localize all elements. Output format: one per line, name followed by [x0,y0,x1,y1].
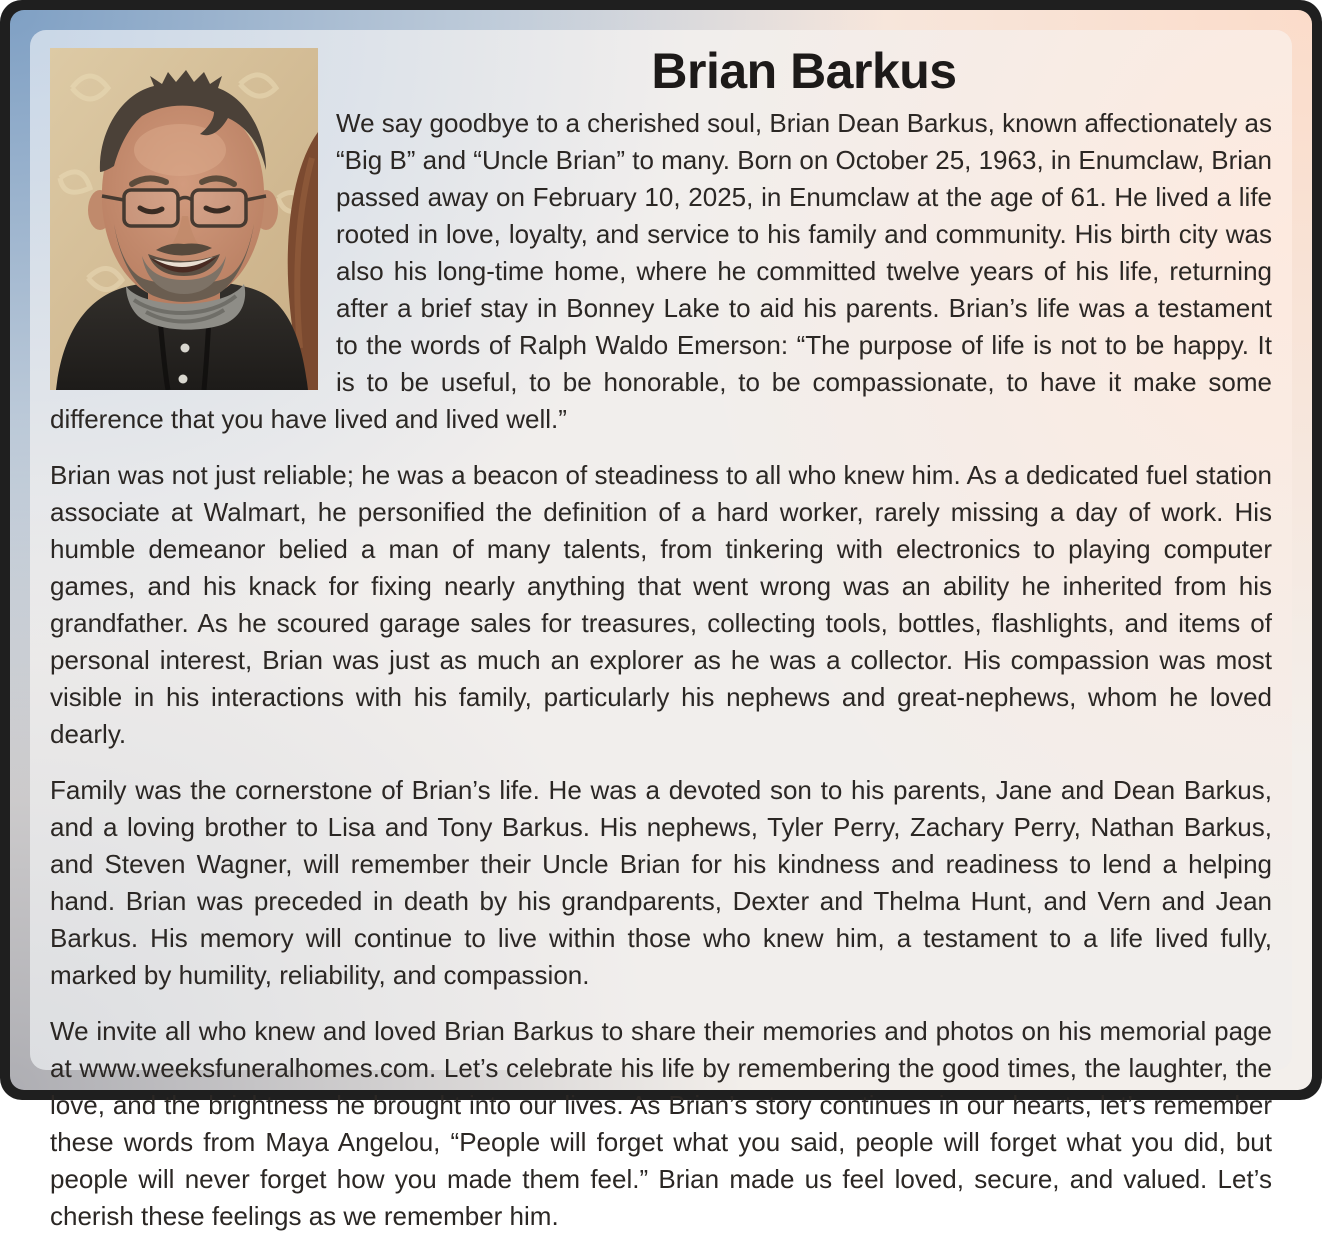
shirt-button [181,344,190,353]
obituary-paragraph-family: Family was the cornerstone of Brian’s life. He was a devoted son to his parents, Jane and Dean Barkus, and a loving brother to Lisa and Tony Barkus. His nephews, Tyler Perry, Zachary Perry, Nathan Barkus, and Steven Wagner, will remember their Uncle Brian for his kindness and readiness to lend a helping hand. Brian was preceded in death by his grandparents, Dexter and Thelma Hunt, and Vern and Jean Barkus. His memory will continue to live within those who knew him, a testament to a life lived fully, marked by humility, reliability, and compassion. [50,775,1272,990]
obituary-paragraph-memorial-invite: We invite all who knew and loved Brian Barkus to share their memories and photos on his memorial page at www.weeksfuneralhomes.com. Let’s celebrate his life by remembering the good times, the laughter, the love, and the brightness he brought into our lives. As Brian’s story continues in our hearts, let’s remember these words from Maya Angelou, “People will forget what you said, people will forget what you did, but people will never forget how you made them feel.” Brian made us feel loved, secure, and valued. Let’s cherish these feelings as we remember him. [50,1016,1272,1231]
portrait-photo [50,48,318,390]
portrait-illustration [50,48,318,390]
shirt-button [179,375,188,384]
obituary-paragraph-work-character: Brian was not just reliable; he was a beacon of steadiness to all who knew him. As a dedicated fuel station associate at Walmart, he personified the definition of a hard worker, rarely missing a day of work. His humble demeanor belied a man of many talents, from tinkering with electronics to playing computer games, and his knack for fixing nearly anything that went wrong was an ability he inherited from his grandfather. As he scoured garage sales for treasures, collecting tools, bottles, flashlights, and items of personal interest, Brian was just as much an explorer as he was a collector. His compassion was most visible in his interactions with his family, particularly his nephews and great-nephews, whom he loved dearly. [50,460,1272,749]
page-title: Brian Barkus [651,43,957,99]
obituary-card [30,30,1292,1231]
obituary-paragraph-intro: We say goodbye to a cherished soul, Brian Dean Barkus, known affectionately as “Big B” and “Uncle Brian” to many. Born on October 25, 1963, in Enumclaw, Brian passed away on February 10, 2025, in Enumclaw at the age of 61. He lived a life rooted in love, loyalty, and service to his family and community. His birth city was also his long-time home, where he committed twelve years of his life, returning after a brief stay in Bonney Lake to aid his parents. Brian’s life was a testament to the words of Ralph Waldo Emerson: “The purpose of life is not to be happy. It is to be useful, to be honorable, to be compassionate, to have it make some difference that you have lived and lived well.” [50,108,1272,434]
